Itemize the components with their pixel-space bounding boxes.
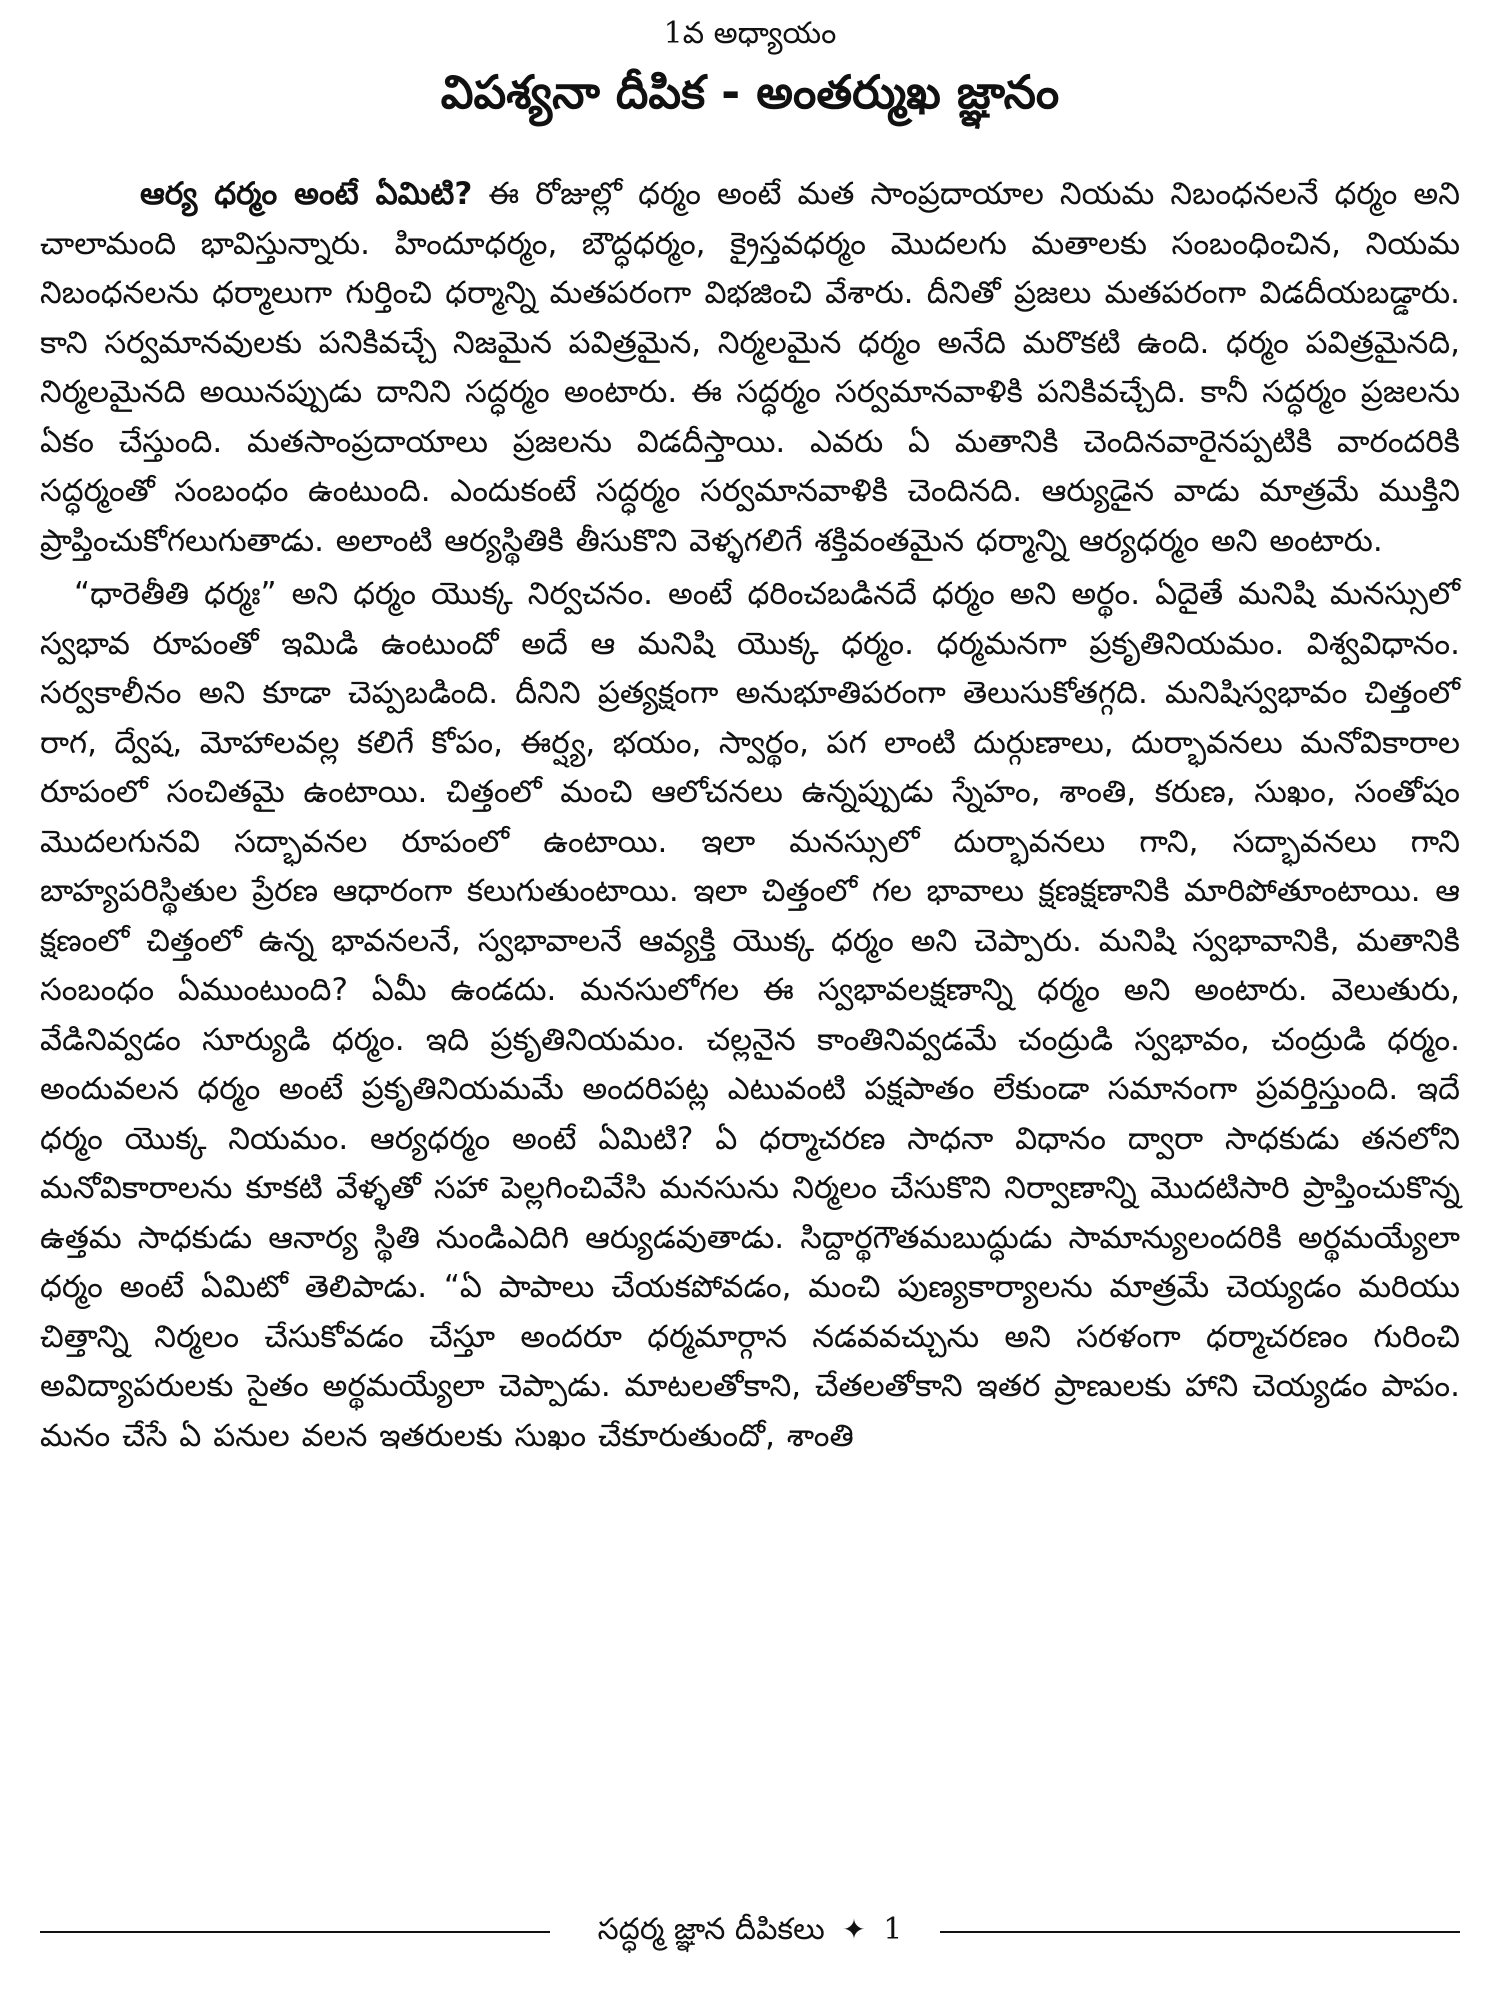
paragraph-2-text: “ధారెతీతి ధర్మః” అని ధర్మం యొక్క నిర్వచనం. అంటే ధరించబడినదే ధర్మం అని అర్థం. ఏదైతే మనిషి మనస్సులో స్వభావ రూపంతో ఇమిడి ఉంటుందో అదే ఆ మనిషి యొక్క ధర్మం. ధర్మమనగా ప్రకృతినియమం. విశ్వవిధానం. సర్వకాలీనం అని కూడా చెప్పబడింది. దీనిని ప్రత్యక్షంగా అనుభూతిపరంగా తెలుసుకోతగ్గది. మనిషిస్వభావం చిత్తంలో రాగ, ద్వేష, మోహాలవల్ల కలిగే కోపం, ఈర్ష్య, భయం, స్వార్థం, పగ లాంటి దుర్గుణాలు, దుర్భావనలు మనోవికారాల రూపంలో సంచితమై ఉంటాయి. చిత్తంలో మంచి ఆలోచనలు ఉన్నప్పుడు స్నేహం, శాంతి, కరుణ, సుఖం, సంతోషం మొదలగునవి సద్భావనల రూపంలో ఉంటాయి. ఇలా మనస్సులో దుర్భావనలు గాని, సద్భావనలు గాని బాహ్యపరిస్థితుల ప్రేరణ ఆధారంగా కలుగుతుంటాయి. ఇలా చిత్తంలో గల భావాలు క్షణక్షణానికి మారిపోతూంటాయి. ఆ క్షణంలో చిత్తంలో ఉన్న భావనలనే, స్వభావాలనే ఆవ్యక్తి యొక్క ధర్మం అని చెప్పారు. మనిషి స్వభావానికి, మతానికి సంబంధం ఏముంటుంది? ఏమీ ఉండదు. మనసులోగల ఈ స్వభావలక్షణాన్ని ధర్మం అని అంటారు. వెలుతురు, వేడినివ్వడం సూర్యుడి ధర్మం. ఇది ప్రకృతినియమం. చల్లనైన కాంతినివ్వడమే చంద్రుడి స్వభావం, చంద్రుడి ధర్మం. అందువలన ధర్మం అంటే ప్రకృతినియమమే అందరిపట్ల ఎటువంటి పక్షపాతం లేకుండా సమానంగా ప్రవర్తిస్తుంది. ఇదే ధర్మం యొక్క నియమం. ఆర్యధర్మం అంటే ఏమిటి? ఏ ధర్మాచరణ సాధనా విధానం ద్వారా సాధకుడు తనలోని మనోవికారాలను కూకటి వేళ్ళతో సహా పెల్లగించివేసి మనసును నిర్మలం చేసుకొని నిర్వాణాన్ని మొదటిసారి ప్రాప్తించుకొన్న ఉత్తమ సాధకుడు ఆనార్య స్థితి నుండిఎదిగి ఆర్యుడవుతాడు. సిద్దార్థగౌతమబుద్ధుడు సామాన్యులందరికి అర్థమయ్యేలా ధర్మం అంటే ఏమిటో తెలిపాడు. “ఏ పాపాలు చేయకపోవడం, మంచి పుణ్యకార్యాలను మాత్రమే చెయ్యడం మరియు చిత్తాన్ని నిర్మలం చేసుకోవడం చేస్తూ అందరూ ధర్మమార్గాన నడవవచ్చును అని సరళంగా ధర్మాచరణం గురించి అవిద్యాపరులకు సైతం అర్థమయ్యేలా చెప్పాడు. మాటలతోకాని, చేతలతోకాని ఇతర ప్రాణులకు హాని చెయ్యడం పాపం. మనం చేసే ఏ పనుల వలన ఇతరులకు సుఖం చేకూరుతుందో, శాంతి (40, 576, 1460, 1454)
paragraph-1 (40, 170, 1460, 566)
footer-rule-right (940, 1931, 1460, 1933)
page-title: విపశ్యనా దీపిక - అంతర్ముఖ జ్ఞానం (440, 65, 1060, 119)
footer-text (40, 1910, 1460, 1950)
chapter-label: 1వ అధ్యాయం (663, 16, 837, 51)
page-number: 1 (883, 1912, 903, 1947)
page-footer (40, 1910, 1460, 1950)
paragraph-2 (40, 570, 1460, 1461)
footer-book-title: సద్ధర్మ జ్ఞాన దీపికలు (597, 1912, 825, 1947)
footer-separator-icon: ✦ (842, 1913, 866, 1946)
body-text (40, 170, 1460, 1461)
paragraph-1-text: ఈ రోజుల్లో ధర్మం అంటే మత సాంప్రదాయాల నియమ నిబంధనలనే ధర్మం అని చాలామంది భావిస్తున్నారు. హిందూధర్మం, బౌద్ధధర్మం, క్రైస్తవధర్మం మొదలగు మతాలకు సంబంధించిన, నియమ నిబంధనలను ధర్మాలుగా గుర్తించి ధర్మాన్ని మతపరంగా విభజించి వేశారు. దీనితో ప్రజలు మతపరంగా విడదీయబడ్డారు. కాని సర్వమానవులకు పనికివచ్చే నిజమైన పవిత్రమైన, నిర్మలమైన ధర్మం అనేది మరొకటి ఉంది. ధర్మం పవిత్రమైనది, నిర్మలమైనది అయినప్పుడు దానిని సద్ధర్మం అంటారు. ఈ సద్ధర్మం సర్వమానవాళికి పనికివచ్చేది. కానీ సద్ధర్మం ప్రజలను ఏకం చేస్తుంది. మతసాంప్రదాయాలు ప్రజలను విడదీస్తాయి. ఎవరు ఏ మతానికి చెందినవారైనప్పటికి వారందరికి సద్ధర్మంతో సంబంధం ఉంటుంది. ఎందుకంటే సద్ధర్మం సర్వమానవాళికి చెందినది. ఆర్యుడైన వాడు మాత్రమే ముక్తిని ప్రాప్తించుకోగలుగుతాడు. అలాంటి ఆర్యస్థితికి తీసుకొని వెళ్ళగలిగే శక్తివంతమైన ధర్మాన్ని ఆర్యధర్మం అని అంటారు. (40, 176, 1460, 559)
paragraph-1-lead: ఆర్య ధర్మం అంటే ఏమిటి? (140, 176, 473, 212)
